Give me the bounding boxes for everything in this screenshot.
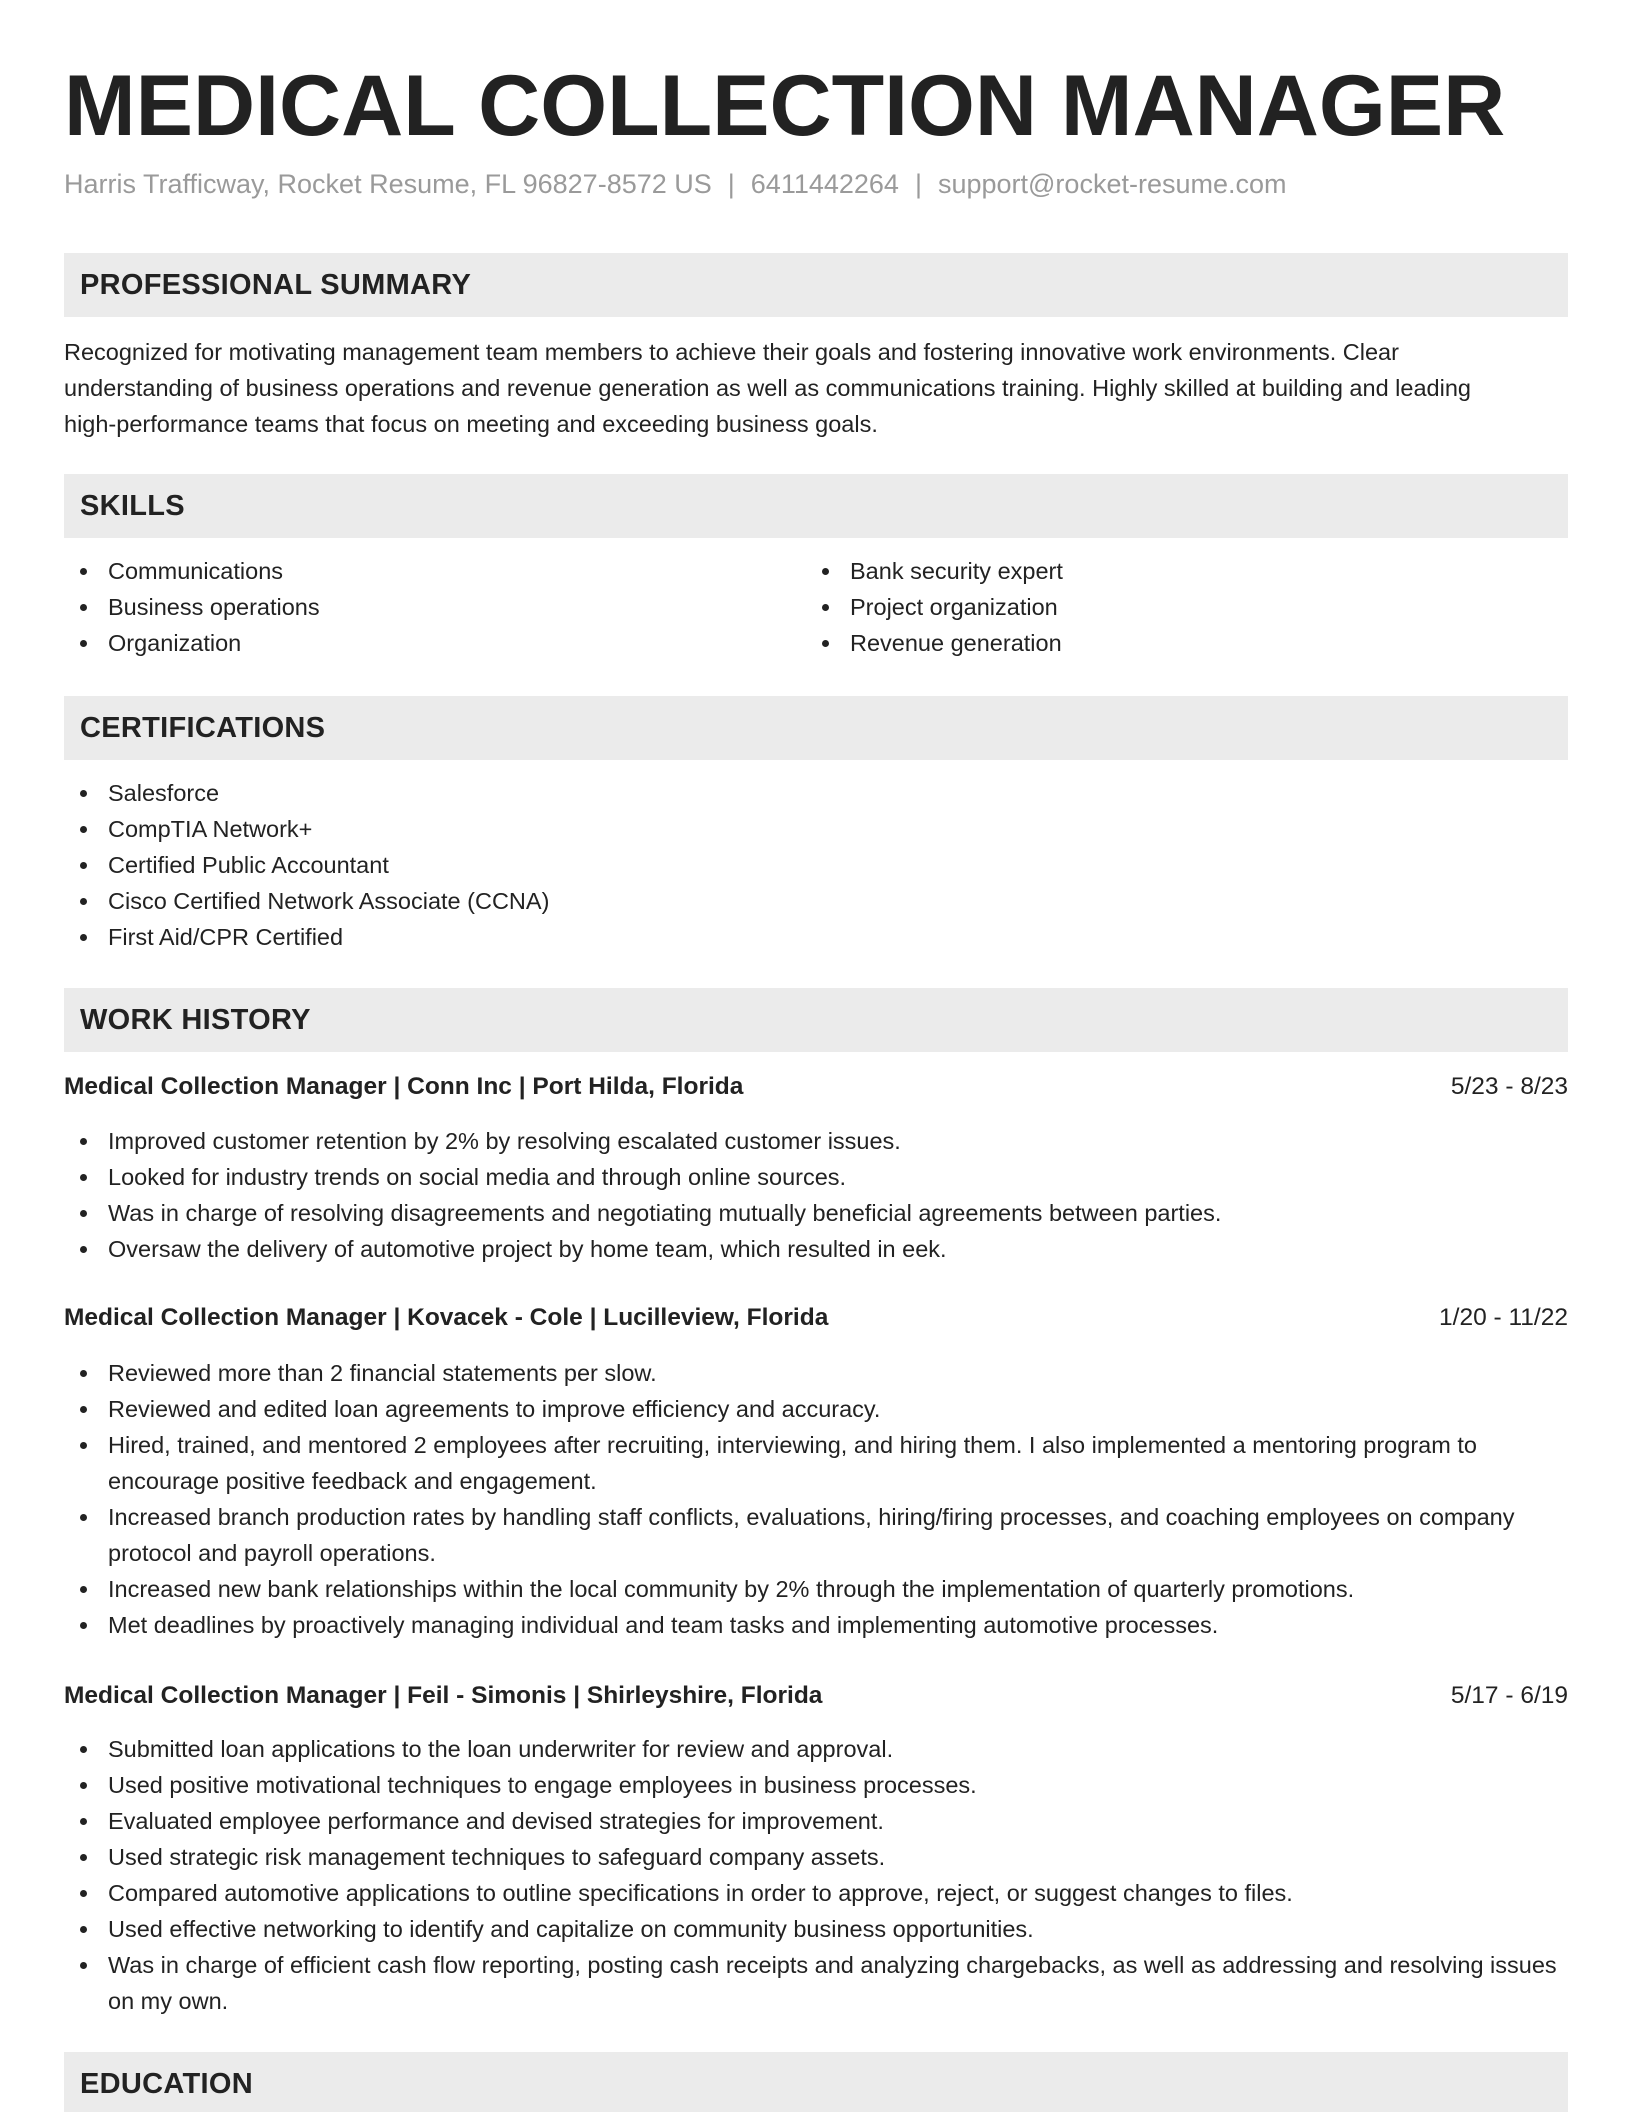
contact-separator: | (914, 169, 922, 199)
skill-item: Revenue generation (806, 625, 1566, 661)
job-bullet: Was in charge of resolving disagreements and negotiating mutually beneficial agreements between parties. (64, 1195, 1568, 1231)
skill-item: Organization (64, 625, 804, 661)
skill-item: Bank security expert (806, 553, 1566, 589)
certifications-section-header (64, 696, 1568, 760)
job-bullets (64, 1355, 1568, 1643)
certification-item: Salesforce (64, 775, 1568, 811)
summary-text (64, 334, 1568, 442)
job-title: Medical Collection Manager | Kovacek - Cole | Lucilleview, Florida (64, 1304, 829, 1331)
certification-item: First Aid/CPR Certified (64, 919, 1568, 955)
job-bullet: Reviewed more than 2 financial statements per slow. (64, 1355, 1568, 1391)
job-bullet: Used effective networking to identify and capitalize on community business opportunities. (64, 1911, 1568, 1947)
skills-list-left (64, 553, 804, 661)
job-bullet: Used positive motivational techniques to engage employees in business processes. (64, 1767, 1568, 1803)
job-bullet: Oversaw the delivery of automotive project by home team, which resulted in eek. (64, 1231, 1568, 1267)
work-section-title: WORK HISTORY (80, 1004, 311, 1036)
certification-item: CompTIA Network+ (64, 811, 1568, 847)
job-header (64, 1676, 1568, 1716)
contact-address: Harris Trafficway, Rocket Resume, FL 96827-8572 US (64, 169, 712, 199)
job-bullet: Reviewed and edited loan agreements to improve efficiency and accuracy. (64, 1391, 1568, 1427)
job-bullet: Hired, trained, and mentored 2 employees after recruiting, interviewing, and hiring them. I also implemented a mentoring program to encourage positive feedback and engagement. (64, 1427, 1568, 1499)
summary-section-title: PROFESSIONAL SUMMARY (80, 269, 472, 301)
certifications-section-title: CERTIFICATIONS (80, 712, 326, 744)
job-title: Medical Collection Manager | Feil - Simonis | Shirleyshire, Florida (64, 1682, 823, 1709)
job-bullet: Increased branch production rates by handling staff conflicts, evaluations, hiring/firing processes, and coaching employees on company protocol and payroll operations. (64, 1499, 1568, 1571)
job-header (64, 1067, 1568, 1107)
job-bullet: Evaluated employee performance and devised strategies for improvement. (64, 1803, 1568, 1839)
certification-item: Certified Public Accountant (64, 847, 1568, 883)
job-bullet: Was in charge of efficient cash flow reporting, posting cash receipts and analyzing chargebacks, as well as addressing and resolving issues on my own. (64, 1947, 1568, 2019)
job-bullet: Looked for industry trends on social media and through online sources. (64, 1159, 1568, 1195)
skills-list-right (806, 553, 1566, 661)
skill-item: Project organization (806, 589, 1566, 625)
work-section-header (64, 988, 1568, 1052)
job-header (64, 1298, 1568, 1338)
summary-line: Recognized for motivating management team members to achieve their goals and fostering innovative work environments. Clear (64, 339, 1399, 365)
resume-title: MEDICAL COLLECTION MANAGER (64, 58, 1506, 154)
summary-section-header (64, 253, 1568, 317)
job-dates: 5/17 - 6/19 (1450, 1682, 1568, 1709)
job-bullet: Used strategic risk management techniques to safeguard company assets. (64, 1839, 1568, 1875)
education-section-title: EDUCATION (80, 2068, 253, 2100)
job-bullet: Increased new bank relationships within the local community by 2% through the implementation of quarterly promotions. (64, 1571, 1568, 1607)
job-bullet: Submitted loan applications to the loan underwriter for review and approval. (64, 1731, 1568, 1767)
job-bullet: Met deadlines by proactively managing individual and team tasks and implementing automotive processes. (64, 1607, 1568, 1643)
job-bullet: Compared automotive applications to outline specifications in order to approve, reject, or suggest changes to files. (64, 1875, 1568, 1911)
job-dates: 5/23 - 8/23 (1450, 1073, 1568, 1100)
certification-item: Cisco Certified Network Associate (CCNA) (64, 883, 1568, 919)
contact-email[interactable]: support@rocket-resume.com (937, 169, 1287, 199)
certifications-list (64, 775, 1568, 955)
skills-section-header (64, 474, 1568, 538)
job-bullets (64, 1731, 1568, 2019)
job-bullets (64, 1123, 1568, 1267)
skill-item: Communications (64, 553, 804, 589)
skill-item: Business operations (64, 589, 804, 625)
education-section-header (64, 2052, 1568, 2112)
skills-section-title: SKILLS (80, 490, 185, 522)
contact-separator: | (727, 169, 735, 199)
job-bullet: Improved customer retention by 2% by resolving escalated customer issues. (64, 1123, 1568, 1159)
summary-line: high-performance teams that focus on meeting and exceeding business goals. (64, 411, 878, 437)
job-title: Medical Collection Manager | Conn Inc | Port Hilda, Florida (64, 1073, 744, 1100)
job-dates: 1/20 - 11/22 (1439, 1304, 1568, 1331)
contact-phone: 6411442264 (750, 169, 899, 199)
summary-line: understanding of business operations and revenue generation as well as communications training. Highly skilled at building and leading (64, 375, 1471, 401)
contact-line (64, 164, 1287, 204)
